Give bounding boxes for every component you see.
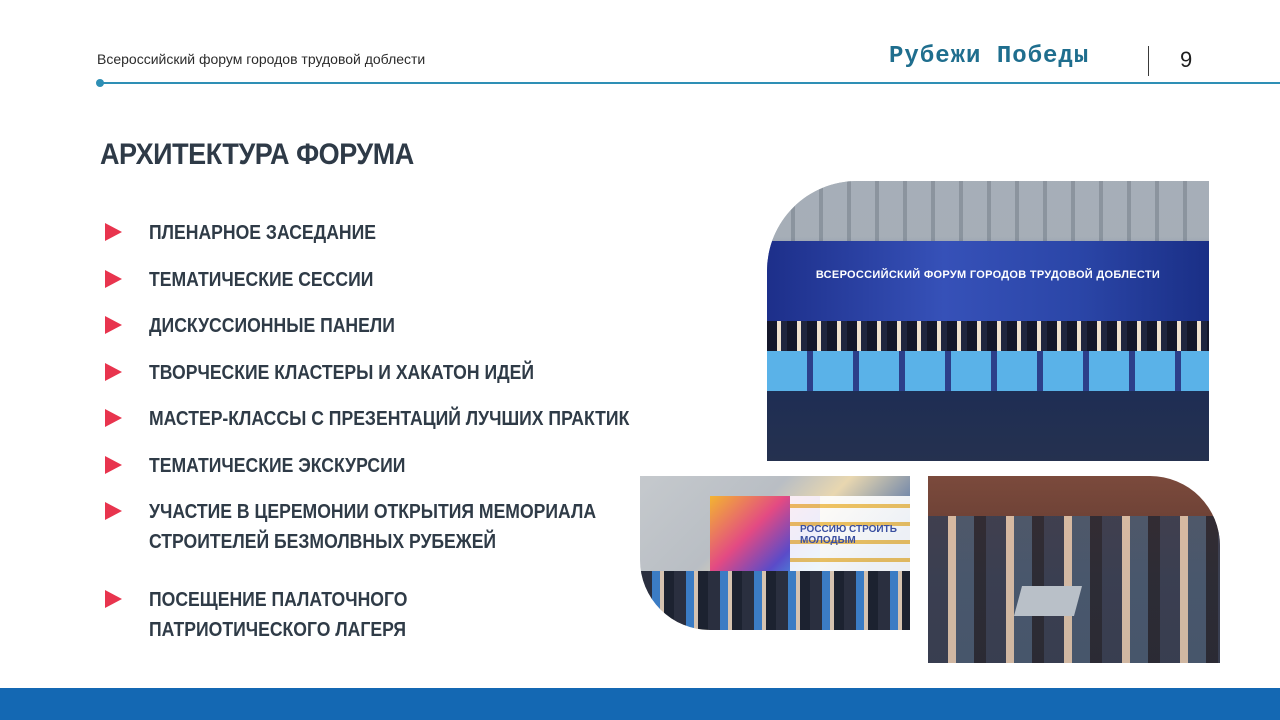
photo-plenary-session bbox=[767, 181, 1209, 461]
photo-exhibition bbox=[640, 476, 910, 630]
list-item-label-line2: ПАТРИОТИЧЕСКОГО ЛАГЕРЯ bbox=[149, 619, 407, 641]
list-item-label: ДИСКУССИОННЫЕ ПАНЕЛИ bbox=[149, 315, 395, 337]
press-wall-text: РОССИЮ СТРОИТЬ МОЛОДЫМ bbox=[800, 524, 897, 546]
list-item-label bbox=[149, 585, 407, 645]
bullet-triangle-icon bbox=[103, 501, 123, 521]
list-item-label bbox=[149, 497, 596, 557]
list-item bbox=[103, 218, 663, 248]
header-separator bbox=[1148, 46, 1149, 76]
list-item bbox=[103, 585, 663, 645]
bullet-triangle-icon bbox=[103, 455, 123, 475]
stage-screen bbox=[767, 241, 1209, 321]
list-item bbox=[103, 358, 663, 388]
bullet-triangle-icon bbox=[103, 222, 123, 242]
list-item bbox=[103, 265, 663, 295]
list-item-label: ТЕМАТИЧЕСКИЕ СЕССИИ bbox=[149, 269, 374, 291]
list-item-label-line1: УЧАСТИЕ В ЦЕРЕМОНИИ ОТКРЫТИЯ МЕМОРИАЛА bbox=[149, 501, 597, 523]
stage-screen-text: ВСЕРОССИЙСКИЙ ФОРУМ ГОРОДОВ ТРУДОВОЙ ДОБЛЕСТИ bbox=[815, 269, 1161, 281]
header-subtitle: Всероссийский форум городов трудовой доблести bbox=[97, 51, 426, 67]
list-item-label: ПЛЕНАРНОЕ ЗАСЕДАНИЕ bbox=[149, 222, 377, 244]
list-item bbox=[103, 451, 663, 481]
list-item bbox=[103, 311, 663, 341]
bullet-triangle-icon bbox=[103, 408, 123, 428]
laptop bbox=[1014, 586, 1082, 616]
header-line-dot bbox=[96, 79, 104, 87]
footer-bar bbox=[0, 688, 1280, 720]
list-item-label: ТВОРЧЕСКИЕ КЛАСТЕРЫ И ХАКАТОН ИДЕЙ bbox=[149, 362, 535, 384]
presidium-table bbox=[767, 351, 1209, 391]
list-item bbox=[103, 404, 663, 434]
brand-logo: Рубежи Победы bbox=[889, 43, 1090, 70]
list-item bbox=[103, 497, 663, 557]
header-line bbox=[100, 82, 1280, 84]
bullet-triangle-icon bbox=[103, 589, 123, 609]
bullet-triangle-icon bbox=[103, 269, 123, 289]
list-item-label-line2: СТРОИТЕЛЕЙ БЕЗМОЛВНЫХ РУБЕЖЕЙ bbox=[149, 531, 497, 553]
hall-ceiling bbox=[767, 181, 1209, 241]
list-item-label: МАСТЕР-КЛАССЫ С ПРЕЗЕНТАЦИЙ ЛУЧШИХ ПРАКТИК bbox=[149, 408, 630, 430]
photo-audience bbox=[928, 476, 1220, 663]
list-item-label-line1: ПОСЕЩЕНИЕ ПАЛАТОЧНОГО bbox=[149, 589, 408, 611]
page-number: 9 bbox=[1180, 47, 1193, 72]
slide-title: АРХИТЕКТУРА ФОРУМА bbox=[100, 138, 414, 171]
bullet-triangle-icon bbox=[103, 362, 123, 382]
bullet-triangle-icon bbox=[103, 315, 123, 335]
presidium-crowd bbox=[767, 321, 1209, 351]
list-item-label: ТЕМАТИЧЕСКИЕ ЭКСКУРСИИ bbox=[149, 455, 406, 477]
visitors bbox=[640, 571, 910, 630]
